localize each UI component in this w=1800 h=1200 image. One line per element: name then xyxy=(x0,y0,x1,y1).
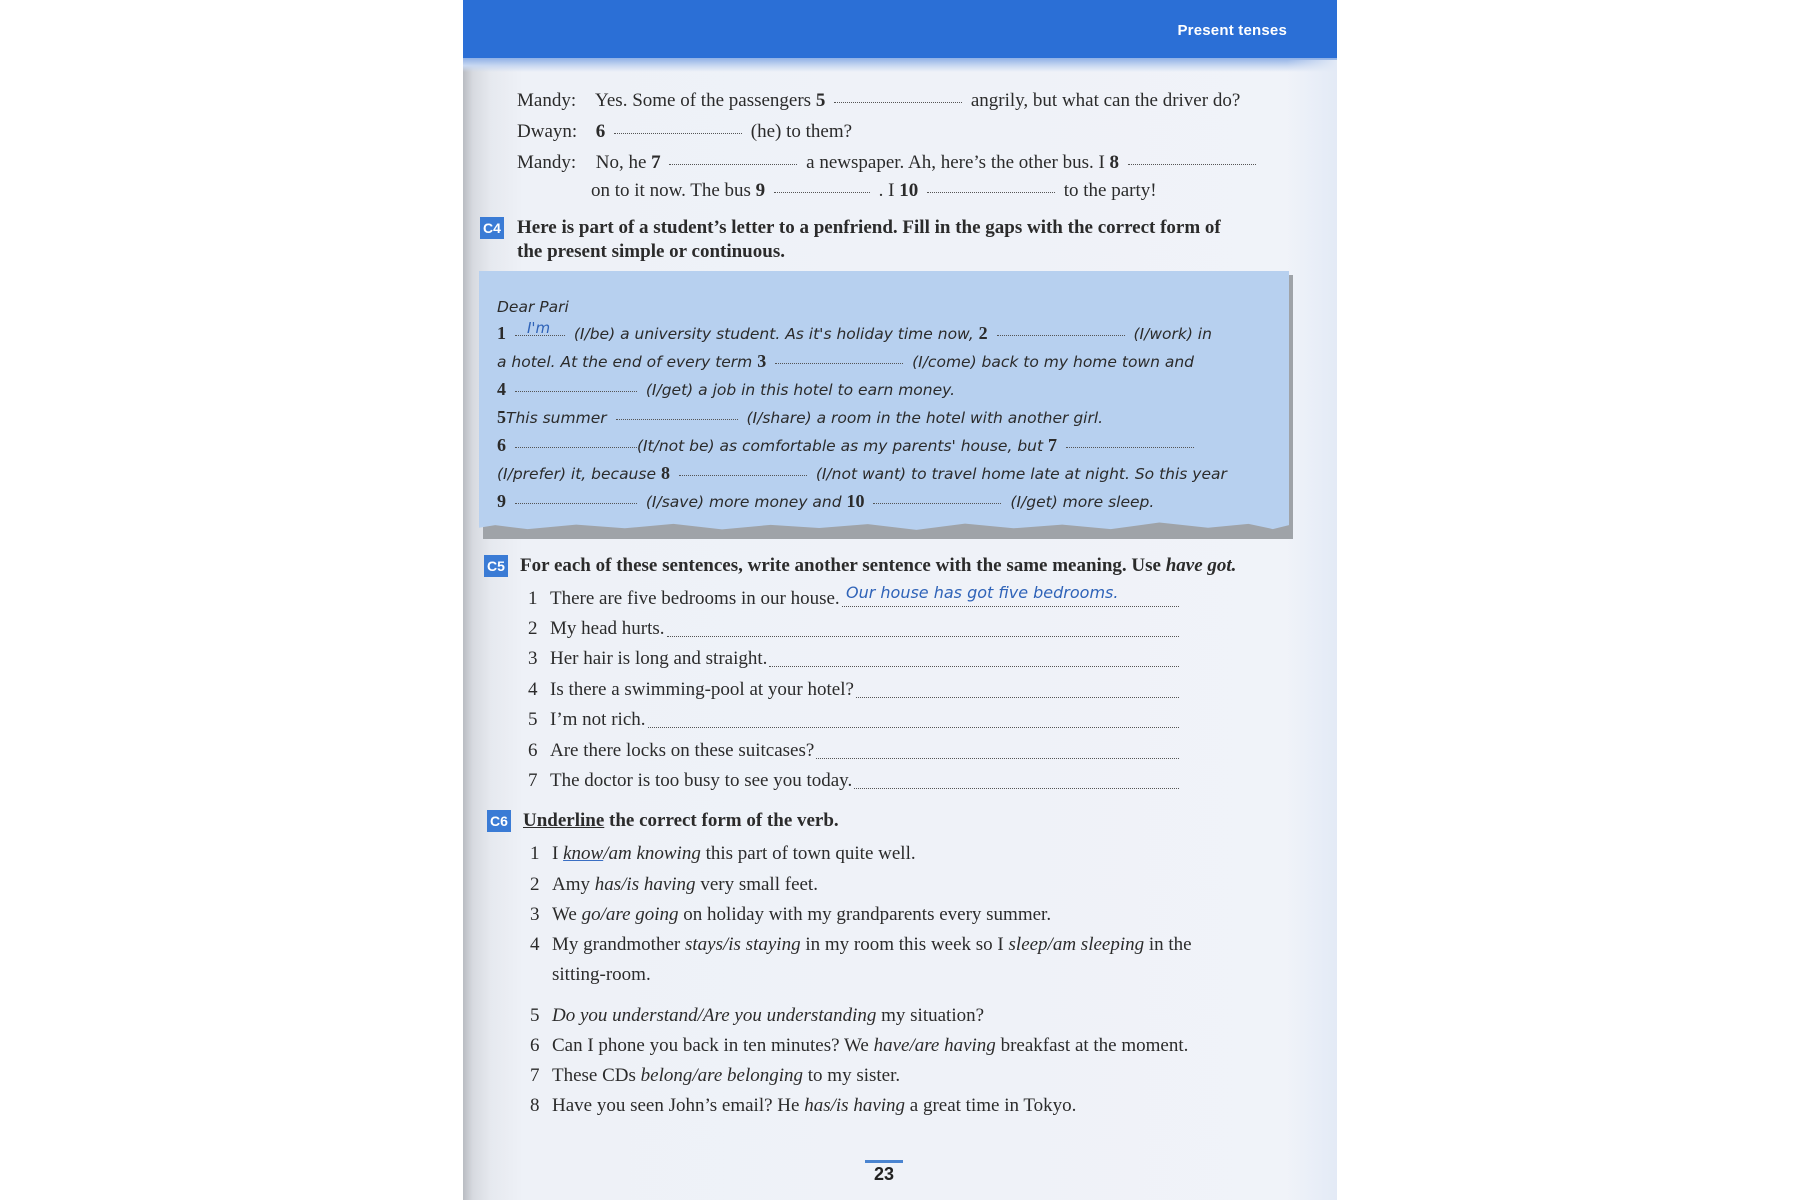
letter-text: (It/not be) as comfortable as my parents' house, but xyxy=(636,437,1044,455)
gap-9-blank[interactable] xyxy=(774,190,870,193)
letter-text: (I/work) in xyxy=(1133,325,1212,343)
letter-text: (I/share) a room in the hotel with another girl. xyxy=(746,409,1104,427)
letter-line-5 xyxy=(497,434,1198,457)
gap-number: 3 xyxy=(757,351,767,371)
dialogue-text: Yes. Some of the passengers xyxy=(595,90,812,111)
letter-text: a hotel. At the end of every term xyxy=(497,353,753,371)
item-number: 6 xyxy=(528,740,538,761)
gap-number: 1 xyxy=(497,323,506,343)
gap-number: 10 xyxy=(899,180,919,201)
gap-6-blank[interactable] xyxy=(515,445,637,448)
sentence-text: on holiday with my grandparents every summer. xyxy=(678,904,1052,925)
c5-item xyxy=(528,708,646,732)
instruction-line-2: the present simple or continuous. xyxy=(517,241,785,262)
gap-number: 8 xyxy=(1109,152,1120,173)
dialogue-line-2 xyxy=(517,120,852,144)
letter-line-3 xyxy=(497,378,955,401)
c6-item xyxy=(530,933,1192,957)
page-number: 23 xyxy=(873,1164,895,1184)
letter-text: (I/not want) to travel home late at night. So this year xyxy=(815,465,1227,483)
letter-line-7 xyxy=(497,490,1154,513)
sentence-text: Have you seen John’s email? He xyxy=(552,1095,805,1116)
gap-10-blank[interactable] xyxy=(873,501,1001,504)
answer-line[interactable] xyxy=(842,606,1179,607)
letter-text: (I/come) back to my home town and xyxy=(912,353,1195,371)
sentence-text: Can I phone you back in ten minutes? We xyxy=(552,1035,874,1056)
speaker: Dwayn: xyxy=(517,121,578,142)
letter-line-2 xyxy=(497,350,1194,373)
c5-item xyxy=(528,587,840,611)
exercise-c5-instruction xyxy=(520,554,1236,578)
c6-item xyxy=(530,1064,900,1088)
c6-item xyxy=(530,903,1051,927)
answer-line[interactable] xyxy=(769,666,1179,667)
handwritten-answer: Our house has got five bedrooms. xyxy=(846,583,1119,602)
gap-number: 9 xyxy=(755,180,766,201)
sentence-text: My grandmother xyxy=(552,934,685,955)
dialogue-text: on to it now. The bus xyxy=(591,180,751,201)
gap-number: 2 xyxy=(978,323,988,343)
item-number: 3 xyxy=(528,648,538,669)
gap-5-blank[interactable] xyxy=(616,417,738,420)
verb-choice[interactable]: stays/is staying xyxy=(684,934,801,955)
answer-line[interactable] xyxy=(854,788,1179,789)
letter-text: (I/be) a university student. As it's holiday time now, xyxy=(573,325,974,343)
c5-item xyxy=(528,739,814,763)
gap-number: 6 xyxy=(497,435,506,455)
verb-choice[interactable]: has/is having xyxy=(804,1095,906,1116)
page-number-rule xyxy=(865,1160,903,1163)
item-number: 3 xyxy=(530,904,540,925)
speaker: Mandy: xyxy=(517,152,577,173)
letter-text: (I/save) more money and xyxy=(645,493,842,511)
gap-number: 4 xyxy=(497,379,506,399)
item-sentence: Are there locks on these suitcases? xyxy=(550,740,815,761)
c5-item xyxy=(528,678,854,702)
exercise-c6-instruction xyxy=(523,809,839,833)
verb-choice[interactable]: has/is having xyxy=(594,874,696,895)
gap-8-blank[interactable] xyxy=(1128,162,1256,165)
instruction-line-1: Here is part of a student’s letter to a penfriend. Fill in the gaps with the correct form of xyxy=(517,217,1221,238)
exercise-badge-c4: C4 xyxy=(480,217,504,239)
dialogue-text: a newspaper. Ah, here’s the other bus. I xyxy=(806,152,1105,173)
letter-greeting: Dear Pari xyxy=(497,298,569,316)
answer-line[interactable] xyxy=(648,727,1179,728)
dialogue-line-1 xyxy=(517,89,1240,113)
item-number: 2 xyxy=(528,618,538,639)
item-sentence: I’m not rich. xyxy=(550,709,646,730)
letter-text: (I/get) more sleep. xyxy=(1010,493,1155,511)
page-content xyxy=(463,0,1337,1200)
item-sentence: My head hurts. xyxy=(550,618,665,639)
gap-number: 7 xyxy=(651,152,661,173)
gap-1-answer: I'm xyxy=(526,319,551,337)
sentence-text: this part of town quite well. xyxy=(700,843,916,864)
sentence-text: breakfast at the moment. xyxy=(995,1035,1189,1056)
item-number: 1 xyxy=(528,588,538,609)
speaker: Mandy: xyxy=(517,90,577,111)
item-number: 8 xyxy=(530,1095,540,1116)
instruction-text: For each of these sentences, write another sentence with the same meaning. Use xyxy=(520,555,1161,576)
letter-text: (I/get) a job in this hotel to earn money. xyxy=(645,381,956,399)
item-number: 5 xyxy=(530,1005,540,1026)
gap-1-blank[interactable] xyxy=(515,319,565,337)
dialogue-text: to the party! xyxy=(1063,180,1157,201)
letter-line-1 xyxy=(497,319,1212,345)
item-number: 2 xyxy=(530,874,540,895)
dialogue-line-3 xyxy=(517,151,1260,175)
verb-choice[interactable]: belong/are belonging xyxy=(640,1065,804,1086)
gap-4-blank[interactable] xyxy=(515,389,637,392)
item-number: 5 xyxy=(528,709,538,730)
answer-line[interactable] xyxy=(816,758,1179,759)
verb-choice[interactable]: go/are going xyxy=(581,904,679,925)
exercise-c4-instruction xyxy=(517,216,1221,264)
letter-line-6 xyxy=(497,462,1227,485)
item-number: 1 xyxy=(530,843,540,864)
sentence-text: to my sister. xyxy=(803,1065,901,1086)
exercise-badge-c5: C5 xyxy=(484,555,508,577)
gap-number: 8 xyxy=(660,463,670,483)
sentence-text: in my room this week so I xyxy=(800,934,1009,955)
dialogue-line-4 xyxy=(591,179,1157,203)
instruction-emphasis: have got. xyxy=(1165,555,1237,576)
sentence-text: in the xyxy=(1144,934,1192,955)
letter-text: (I/prefer) it, because xyxy=(497,465,656,483)
c6-item xyxy=(530,873,818,897)
item-sentence: Her hair is long and straight. xyxy=(550,648,768,669)
gap-number: 5 xyxy=(497,407,506,427)
sentence-text: These CDs xyxy=(552,1065,641,1086)
sentence-text: a great time in Tokyo. xyxy=(905,1095,1077,1116)
letter-line-4 xyxy=(497,406,1103,429)
item-number: 6 xyxy=(530,1035,540,1056)
gap-6-blank[interactable] xyxy=(614,131,742,134)
c5-item xyxy=(528,617,665,641)
gap-7-blank[interactable] xyxy=(1066,445,1194,448)
chapter-title: Present tenses xyxy=(1177,22,1287,39)
item-number: 4 xyxy=(530,934,540,955)
verb-choice[interactable]: Do you understand/Are you understanding xyxy=(552,1005,877,1026)
verb-choice[interactable]: have/are having xyxy=(873,1035,996,1056)
item-number: 7 xyxy=(528,770,538,791)
gap-7-blank[interactable] xyxy=(669,162,797,165)
item-number: 7 xyxy=(530,1065,540,1086)
dialogue-text: No, he xyxy=(595,152,647,173)
instruction-text: the correct form of the verb. xyxy=(609,810,839,831)
sentence-text: Amy xyxy=(552,874,595,895)
verb-choice[interactable]: /am knowing xyxy=(603,843,701,864)
gap-number: 7 xyxy=(1048,435,1058,455)
gap-number: 9 xyxy=(497,491,506,511)
c6-item xyxy=(530,842,916,866)
gap-3-blank[interactable] xyxy=(775,361,903,364)
dialogue-text: angrily, but what can the driver do? xyxy=(970,90,1241,111)
gap-number: 6 xyxy=(595,121,606,142)
c6-item xyxy=(530,1034,1188,1058)
gap-5-blank[interactable] xyxy=(834,100,962,103)
gap-number: 10 xyxy=(846,491,865,511)
instruction-underlined: Underline xyxy=(523,810,605,831)
c6-item xyxy=(530,1004,984,1028)
letter-text: This summer xyxy=(506,409,607,427)
c6-item xyxy=(530,1094,1076,1118)
item-sentence: There are five bedrooms in our house. xyxy=(550,588,840,609)
gap-2-blank[interactable] xyxy=(997,333,1125,336)
sentence-text: very small feet. xyxy=(695,874,818,895)
answer-line[interactable] xyxy=(667,636,1179,637)
gap-8-blank[interactable] xyxy=(679,473,807,476)
exercise-badge-c6: C6 xyxy=(487,810,511,832)
dialogue-text: . I xyxy=(878,180,895,201)
c5-item xyxy=(528,769,852,793)
sentence-text: my situation? xyxy=(876,1005,985,1026)
verb-choice[interactable]: know xyxy=(563,843,604,864)
gap-number: 5 xyxy=(815,90,826,111)
sentence-text: We xyxy=(552,904,582,925)
item-sentence: The doctor is too busy to see you today. xyxy=(550,770,853,791)
textbook-page xyxy=(463,0,1337,1200)
item-sentence: Is there a swimming-pool at your hotel? xyxy=(550,679,854,700)
gap-10-blank[interactable] xyxy=(927,190,1055,193)
gap-9-blank[interactable] xyxy=(515,501,637,504)
c5-item xyxy=(528,647,767,671)
item-number: 4 xyxy=(528,679,538,700)
verb-choice[interactable]: sleep/am sleeping xyxy=(1008,934,1145,955)
c6-item-continuation: sitting-room. xyxy=(552,964,651,985)
dialogue-text: (he) to them? xyxy=(750,121,853,142)
sentence-text: I xyxy=(552,843,564,864)
answer-line[interactable] xyxy=(856,697,1179,698)
